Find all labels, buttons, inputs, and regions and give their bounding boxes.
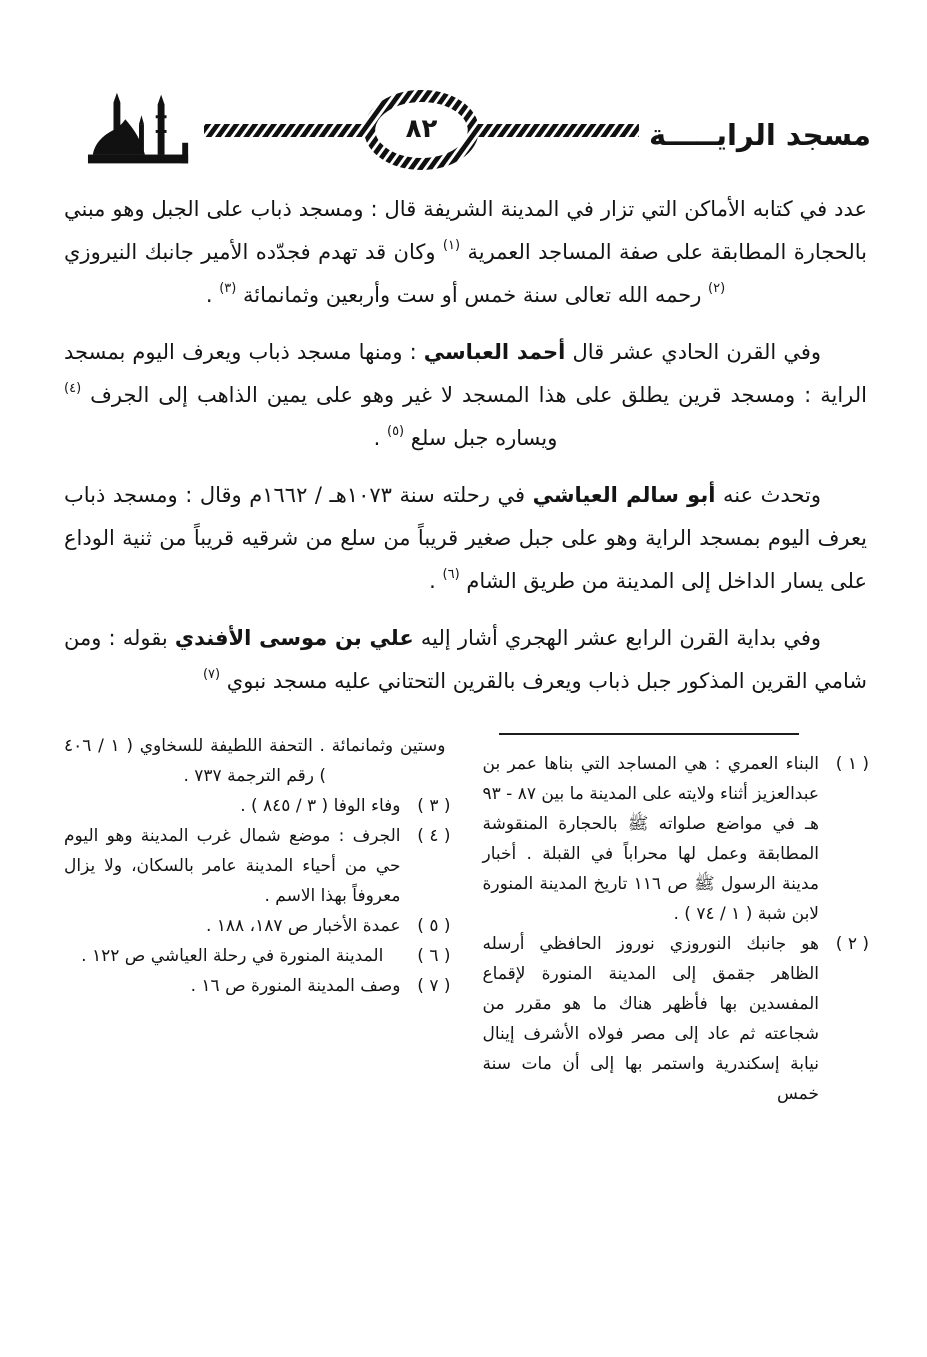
footnote-continuation [64,731,451,791]
footnote-marker: ( ٦ ) [417,946,451,966]
paragraph [64,617,867,703]
footnote-text: الجرف : موضع شمال غرب المدينة وهو اليوم حي من أحياء المدينة عامر بالسكان، ولا يزال معروفاً بهذا الاسم . [64,826,401,906]
footnote-ref: (٢) [708,281,726,296]
footnote [64,821,451,911]
footnote [483,749,870,929]
footnote-text: عمدة الأخبار ص ١٨٧، ١٨٨ . [205,916,401,936]
text-segment: . [373,426,387,450]
footnote-ref: (٣) [219,281,237,296]
rope-line-right [470,124,639,137]
footnotes-right-column [483,731,870,1109]
paragraph [64,331,867,460]
person-name: علي بن موسى الأفندي [174,626,414,650]
footnote-marker: ( ٤ ) [417,826,451,846]
text-segment: وكان قد تهدم فجدّده الأمير جانبك النيروزي [64,240,443,264]
footnote-text: هو جانبك النوروزي نوروز الحافظي أرسله الظاهر جقمق إلى المدينة المنورة لإقماع المفسدين بها فأظهر هناك ما هو مقرر من شجاعته ثم عاد إلى مصر فولاه الأشرف إينال نيابة إسكندرية واستمر بها إلى أن مات سنة خمس [482,934,819,1104]
text-segment: وتحدث عنه [715,483,821,507]
footnote-ref: (٥) [386,424,405,439]
footnote [64,971,451,1001]
paragraph [64,188,867,317]
text-segment: في رحلته سنة ١٠٧٣هـ / ١٦٦٢م وقال : ومسجد ذباب يعرف اليوم بمسجد الراية وهو على جبل صغير قريباً من سلع من شرقيه قريباً من ثنية الوداع على يسار الداخل إلى المدينة من طريق الشام [64,483,867,593]
book-title: مسجد الرايـــــة [648,118,871,152]
footnote [64,911,451,941]
footnote-text: وصف المدينة المنورة ص ١٦ . [190,976,401,996]
text-segment: . [205,283,220,307]
text-segment: : ومنها مسجد ذباب ويعرف اليوم بمسجد الراية : ومسجد قرين يطلق على هذا المسجد لا غير وهو على يمين الذاهب إلى الجرف [64,340,867,407]
footnote-list-left [64,731,451,1001]
rope-line-left [204,124,373,137]
footnote-ref: (٤) [64,381,82,396]
footnote-marker: ( ٥ ) [417,916,451,936]
footnote-text: المدينة المنورة في رحلة العياشي ص ١٢٢ . [81,946,384,966]
text-segment: وفي القرن الحادي عشر قال [565,340,821,364]
footnote-marker: ( ٢ ) [835,934,869,954]
footnote-marker: ( ١ ) [835,754,869,774]
footnote-marker: ( ٣ ) [417,796,451,816]
footnote-ref: (١) [442,238,461,253]
person-name: أبو سالم العياشي [532,483,716,507]
footnote-separator [499,733,799,735]
footnotes-left-column [64,731,451,1109]
footnote-ref: (٦) [442,567,460,582]
text-segment: . [429,569,443,593]
page-header [86,84,871,176]
footnotes [64,731,869,1109]
footnote [64,791,451,821]
page-number: ٨٢ [405,113,438,144]
footnote-text: البناء العمري : هي المساجد التي بناها عمر بن عبدالعزيز أثناء ولايته على المدينة ما بين ٨٧ - ٩٣ هـ في مواضع صلواته ﷺ بالحجارة المنقوشة المطابقة وعمل لها محراباً في القبلة . أخبار مدينة الرسول ﷺ ص ١١٦ تاريخ المدينة المنورة لابن شبة ( ١ / ٧٤ ) . [482,754,819,924]
footnote-text: وستين وثمانمائة . التحفة اللطيفة للسخاوي ( ١ / ٤٠٦ ) رقم الترجمة ٧٣٧ . [64,736,446,786]
footnote [64,941,451,971]
footnote-ref: (٧) [202,667,221,682]
paragraph [64,474,867,603]
text-segment: بقوله : ومن شامي القرين المذكور جبل ذباب ويعرف بالقرين التحتاني عليه مسجد نبوي [64,626,867,693]
footnote-text: وفاء الوفا ( ٣ / ٨٤٥ ) . [240,796,401,816]
footnote-marker: ( ٧ ) [417,976,451,996]
text-segment: وفي بداية القرن الرابع عشر الهجري أشار إليه [413,626,821,650]
header-ornament [204,88,639,172]
mosque-icon [86,91,194,169]
footnote-list-right [483,749,870,1109]
text-segment: عدد في كتابه الأماكن التي تزار في المدينة الشريفة قال : ومسجد ذباب على الجبل وهو مبني بالحجارة المطابقة على صفة المساجد العمرية [64,197,867,264]
text-segment: ويساره جبل سلع [404,426,558,450]
person-name: أحمد العباسي [423,340,566,364]
footnote [483,929,870,1109]
body-text [64,188,867,703]
text-segment: رحمه الله تعالى سنة خمس أو ست وأربعين وثمانمائة [236,283,709,307]
